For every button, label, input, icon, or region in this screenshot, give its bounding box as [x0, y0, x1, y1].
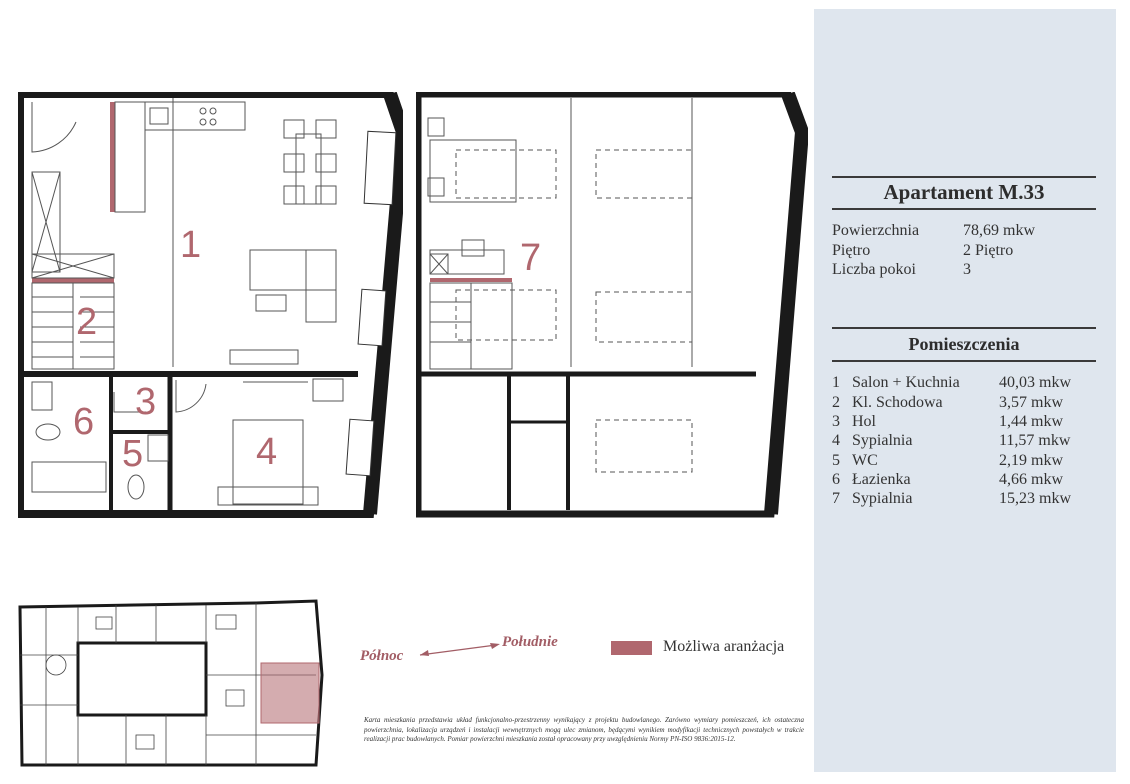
room-name: Sypialnia: [852, 432, 913, 449]
legend-swatch: [611, 641, 652, 655]
area-value: 78,69 mkw: [963, 222, 1035, 239]
plan-number-6: 6: [73, 401, 95, 443]
room-number: 2: [832, 394, 840, 411]
room-number: 1: [832, 374, 840, 391]
room-name: Kl. Schodowa: [852, 394, 943, 411]
compass-arrow: [416, 640, 502, 660]
room-number: 7: [832, 490, 840, 507]
room-area: 3,57 mkw: [999, 394, 1063, 411]
compass-north: Północ: [360, 648, 404, 664]
room-name: Sypialnia: [852, 490, 913, 507]
plan-number-1: 1: [180, 224, 202, 266]
area-label: Powierzchnia: [832, 222, 920, 239]
rooms-title: Pomieszczenia: [908, 334, 1020, 354]
room-area: 4,66 mkw: [999, 471, 1063, 488]
plan-number-3: 3: [135, 381, 157, 423]
compass-south: Południe: [502, 634, 558, 650]
divider: [832, 327, 1096, 329]
floor-value: 2 Piętro: [963, 242, 1014, 259]
rooms-count-value: 3: [963, 261, 971, 278]
upper-floor-plan: [416, 92, 808, 522]
room-area: 1,44 mkw: [999, 413, 1063, 430]
room-number: 3: [832, 413, 840, 430]
room-name: Hol: [852, 413, 876, 430]
lower-floor-plan: [18, 92, 403, 522]
room-name: Łazienka: [852, 471, 911, 488]
plan-number-2: 2: [76, 301, 98, 343]
room-name: Salon + Kuchnia: [852, 374, 960, 391]
room-name: WC: [852, 452, 878, 469]
room-number: 4: [832, 432, 840, 449]
room-area: 15,23 mkw: [999, 490, 1071, 507]
divider: [832, 360, 1096, 362]
floor-label: Piętro: [832, 242, 871, 259]
room-area: 2,19 mkw: [999, 452, 1063, 469]
plan-number-4: 4: [256, 431, 278, 473]
plan-number-5: 5: [122, 433, 144, 475]
room-area: 40,03 mkw: [999, 374, 1071, 391]
apartment-title: Apartament M.33: [883, 180, 1045, 204]
rooms-count-label: Liczba pokoi: [832, 261, 916, 278]
room-area: 11,57 mkw: [999, 432, 1071, 449]
divider: [832, 208, 1096, 210]
divider: [832, 176, 1096, 178]
legend-label: Możliwa aranżacja: [663, 638, 785, 655]
room-number: 5: [832, 452, 840, 469]
room-number: 6: [832, 471, 840, 488]
plan-number-7: 7: [520, 237, 542, 279]
disclaimer-note: Karta mieszkania przedstawia układ funkcjonalno-przestrzenny wynikający z projektu budowlanego. Zarówno wymiary pomieszczeń, ich ostateczna powierzchnia, lokalizacja urządzeń i instalacji wewnętrznych mogą ulec zmianom, będącymi wynikiem modyfikacji technicznych powstałych w trakcie realizacji prac budowlanych. Pomiar powierzchni mieszkania został opracowany przy uwzględnieniu Normy PN-ISO 9836:2015-12.: [364, 716, 804, 744]
site-plan: [16, 595, 326, 767]
